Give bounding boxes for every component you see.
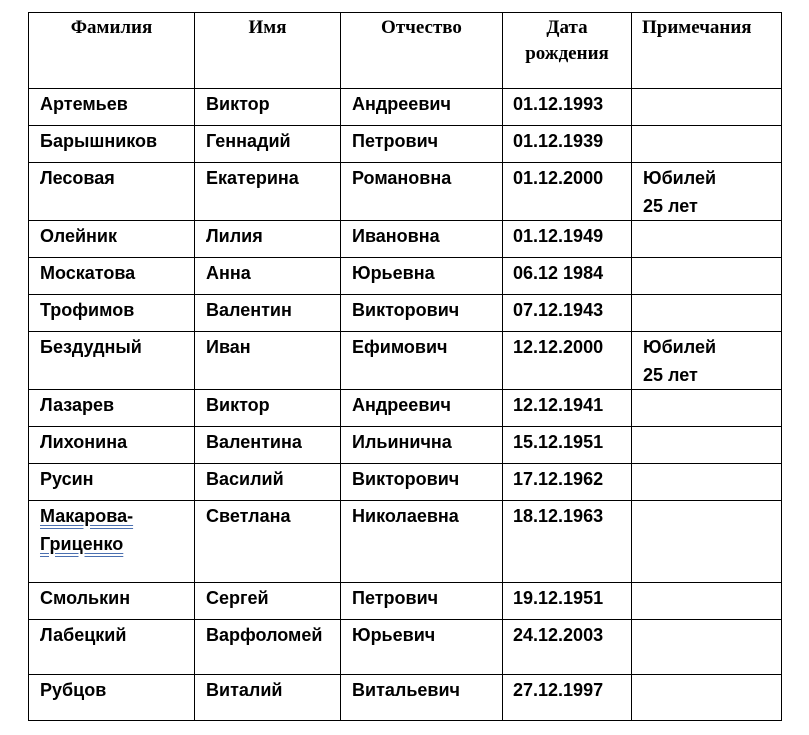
cell-name: Валентина bbox=[195, 427, 341, 464]
header-birthdate bbox=[503, 13, 632, 89]
cell-name: Виктор bbox=[195, 89, 341, 126]
cell-patronymic: Андреевич bbox=[341, 89, 503, 126]
cell-birthdate: 12.12.2000 bbox=[503, 332, 632, 390]
cell-birthdate: 01.12.1993 bbox=[503, 89, 632, 126]
cell-surname: Артемьев bbox=[29, 89, 195, 126]
table-row bbox=[29, 221, 782, 258]
table-row bbox=[29, 620, 782, 675]
cell-patronymic: Юрьевич bbox=[341, 620, 503, 675]
cell-surname: Барышников bbox=[29, 126, 195, 163]
cell-surname: Смолькин bbox=[29, 583, 195, 620]
cell-surname bbox=[29, 501, 195, 583]
cell-surname: Трофимов bbox=[29, 295, 195, 332]
cell-patronymic: Николаевна bbox=[341, 501, 503, 583]
cell-notes bbox=[632, 163, 782, 221]
surname-line1: Макарова- bbox=[40, 506, 134, 526]
cell-birthdate: 01.12.2000 bbox=[503, 163, 632, 221]
cell-patronymic: Андреевич bbox=[341, 390, 503, 427]
cell-notes bbox=[632, 295, 782, 332]
cell-notes bbox=[632, 390, 782, 427]
cell-name: Сергей bbox=[195, 583, 341, 620]
cell-name: Светлана bbox=[195, 501, 341, 583]
cell-birthdate: 06.12 1984 bbox=[503, 258, 632, 295]
table-row bbox=[29, 501, 782, 583]
cell-birthdate: 27.12.1997 bbox=[503, 675, 632, 721]
header-patronymic: Отчество bbox=[341, 13, 503, 89]
cell-surname: Лазарев bbox=[29, 390, 195, 427]
cell-patronymic: Викторович bbox=[341, 295, 503, 332]
table-row bbox=[29, 332, 782, 390]
cell-notes bbox=[632, 332, 782, 390]
cell-patronymic: Ивановна bbox=[341, 221, 503, 258]
cell-name: Валентин bbox=[195, 295, 341, 332]
header-name: Имя bbox=[195, 13, 341, 89]
cell-name: Анна bbox=[195, 258, 341, 295]
cell-patronymic: Ефимович bbox=[341, 332, 503, 390]
table-row bbox=[29, 464, 782, 501]
table-row bbox=[29, 89, 782, 126]
cell-notes bbox=[632, 89, 782, 126]
header-birthdate-line1: Дата bbox=[546, 17, 588, 38]
cell-surname: Москатова bbox=[29, 258, 195, 295]
cell-notes bbox=[632, 464, 782, 501]
note-line1: Юбилей bbox=[643, 168, 717, 188]
cell-name: Иван bbox=[195, 332, 341, 390]
cell-patronymic: Петрович bbox=[341, 126, 503, 163]
note-line2: 25 лет bbox=[643, 196, 698, 216]
cell-surname: Бездудный bbox=[29, 332, 195, 390]
cell-surname: Лесовая bbox=[29, 163, 195, 221]
table-row bbox=[29, 163, 782, 221]
cell-patronymic: Ильинична bbox=[341, 427, 503, 464]
cell-birthdate: 01.12.1949 bbox=[503, 221, 632, 258]
header-row bbox=[29, 13, 782, 89]
header-surname: Фамилия bbox=[29, 13, 195, 89]
cell-surname: Лихонина bbox=[29, 427, 195, 464]
cell-surname: Олейник bbox=[29, 221, 195, 258]
cell-name: Варфоломей bbox=[195, 620, 341, 675]
cell-birthdate: 15.12.1951 bbox=[503, 427, 632, 464]
cell-birthdate: 12.12.1941 bbox=[503, 390, 632, 427]
table-row bbox=[29, 583, 782, 620]
note-line2: 25 лет bbox=[643, 365, 698, 385]
cell-surname: Лабецкий bbox=[29, 620, 195, 675]
cell-patronymic: Витальевич bbox=[341, 675, 503, 721]
cell-notes bbox=[632, 620, 782, 675]
cell-birthdate: 01.12.1939 bbox=[503, 126, 632, 163]
note-line1: Юбилей bbox=[643, 337, 717, 357]
cell-notes bbox=[632, 675, 782, 721]
cell-name: Виталий bbox=[195, 675, 341, 721]
cell-patronymic: Петрович bbox=[341, 583, 503, 620]
cell-birthdate: 18.12.1963 bbox=[503, 501, 632, 583]
birthdays-table bbox=[28, 12, 782, 721]
table-row bbox=[29, 126, 782, 163]
cell-notes bbox=[632, 583, 782, 620]
cell-notes bbox=[632, 126, 782, 163]
cell-name: Екатерина bbox=[195, 163, 341, 221]
header-birthdate-line2: рождения bbox=[525, 43, 609, 64]
cell-birthdate: 17.12.1962 bbox=[503, 464, 632, 501]
table-row bbox=[29, 675, 782, 721]
table-row bbox=[29, 295, 782, 332]
cell-name: Виктор bbox=[195, 390, 341, 427]
cell-notes bbox=[632, 258, 782, 295]
cell-name: Геннадий bbox=[195, 126, 341, 163]
cell-birthdate: 07.12.1943 bbox=[503, 295, 632, 332]
cell-patronymic: Юрьевна bbox=[341, 258, 503, 295]
cell-name: Лилия bbox=[195, 221, 341, 258]
cell-birthdate: 19.12.1951 bbox=[503, 583, 632, 620]
cell-notes bbox=[632, 427, 782, 464]
table-row bbox=[29, 390, 782, 427]
cell-notes bbox=[632, 221, 782, 258]
cell-surname: Русин bbox=[29, 464, 195, 501]
cell-birthdate: 24.12.2003 bbox=[503, 620, 632, 675]
table-row bbox=[29, 427, 782, 464]
cell-name: Василий bbox=[195, 464, 341, 501]
table-row bbox=[29, 258, 782, 295]
header-notes: Примечания bbox=[632, 13, 782, 89]
cell-patronymic: Викторович bbox=[341, 464, 503, 501]
cell-patronymic: Романовна bbox=[341, 163, 503, 221]
cell-surname: Рубцов bbox=[29, 675, 195, 721]
surname-line2: Гриценко bbox=[40, 534, 124, 554]
cell-notes bbox=[632, 501, 782, 583]
